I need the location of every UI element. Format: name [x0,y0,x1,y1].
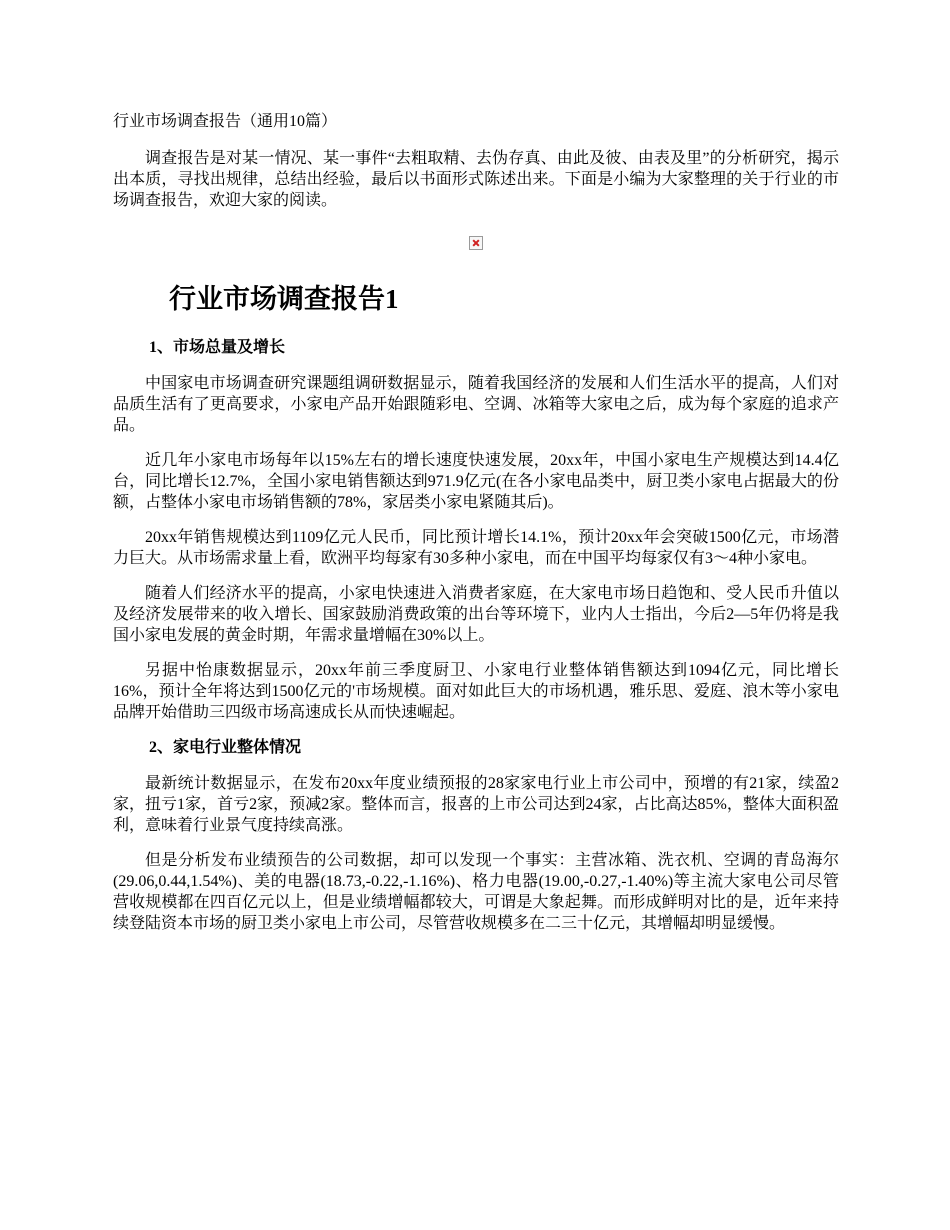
subsection-heading-1: 1、市场总量及增长 [149,339,286,356]
section-heading: 行业市场调查报告1 [169,284,399,314]
subsection-heading-2: 2、家电行业整体情况 [149,739,302,756]
body-paragraph: 中国家电市场调查研究课题组调研数据显示，随着我国经济的发展和人们生活水平的提高，人们对品质生活有了更高要求，小家电产品开始跟随彩电、空调、冰箱等大家电之后，成为每个家庭的追求产品。 [113,375,839,434]
image-placeholder [113,236,839,256]
document-title: 行业市场调查报告（通用10篇） [113,113,338,130]
body-paragraph: 但是分析发布业绩预告的公司数据，却可以发现一个事实：主营冰箱、洗衣机、空调的青岛海尔(29.06,0.44,1.54%)、美的电器(18.73,-0.22,-1.16%)、格力电器(19.00,-0.27,-1.40%)等主流大家电公司尽管营收规模都在四百亿元以上，但是业绩增幅都较大，可谓是大象起舞。而形成鲜明对比的是，近年来持续登陆资本市场的厨卫类小家电上市公司，尽管营收规模多在二三十亿元，其增幅却明显缓慢。 [113,852,839,932]
body-paragraph: 随着人们经济水平的提高，小家电快速进入消费者家庭，在大家电市场日趋饱和、受人民币升值以及经济发展带来的收入增长、国家鼓励消费政策的出台等环境下，业内人士指出，今后2—5年仍将是我国小家电发展的黄金时期，年需求量增幅在30%以上。 [113,585,839,644]
body-paragraph: 另据中怡康数据显示，20xx年前三季度厨卫、小家电行业整体销售额达到1094亿元，同比增长16%，预计全年将达到1500亿元的'市场规模。面对如此巨大的市场机遇，雅乐思、爱庭、浪木等小家电品牌开始借助三四级市场高速成长从而快速崛起。 [113,662,839,721]
body-paragraph: 20xx年销售规模达到1109亿元人民币，同比预计增长14.1%，预计20xx年会突破1500亿元，市场潜力巨大。从市场需求量上看，欧洲平均每家有30多种小家电，而在中国平均每家仅有3～4种小家电。 [113,529,839,567]
body-paragraph: 近几年小家电市场每年以15%左右的增长速度快速发展，20xx年，中国小家电生产规模达到14.4亿台，同比增长12.7%，全国小家电销售额达到971.9亿元(在各小家电品类中，厨卫类小家电占据最大的份额，占整体小家电市场销售额的78%，家居类小家电紧随其后)。 [113,452,839,511]
intro-paragraph: 调查报告是对某一情况、某一事件“去粗取精、去伪存真、由此及彼、由表及里”的分析研究，揭示出本质，寻找出规律，总结出经验，最后以书面形式陈述出来。下面是小编为大家整理的关于行业的市场调查报告，欢迎大家的阅读。 [113,150,839,209]
broken-image-icon [469,236,483,250]
document-page [113,110,839,948]
body-paragraph: 最新统计数据显示，在发布20xx年度业绩预报的28家家电行业上市公司中，预增的有21家，续盈2家，扭亏1家，首亏2家，预减2家。整体而言，报喜的上市公司达到24家，占比高达85%，整体大面积盈利，意味着行业景气度持续高涨。 [113,775,839,834]
